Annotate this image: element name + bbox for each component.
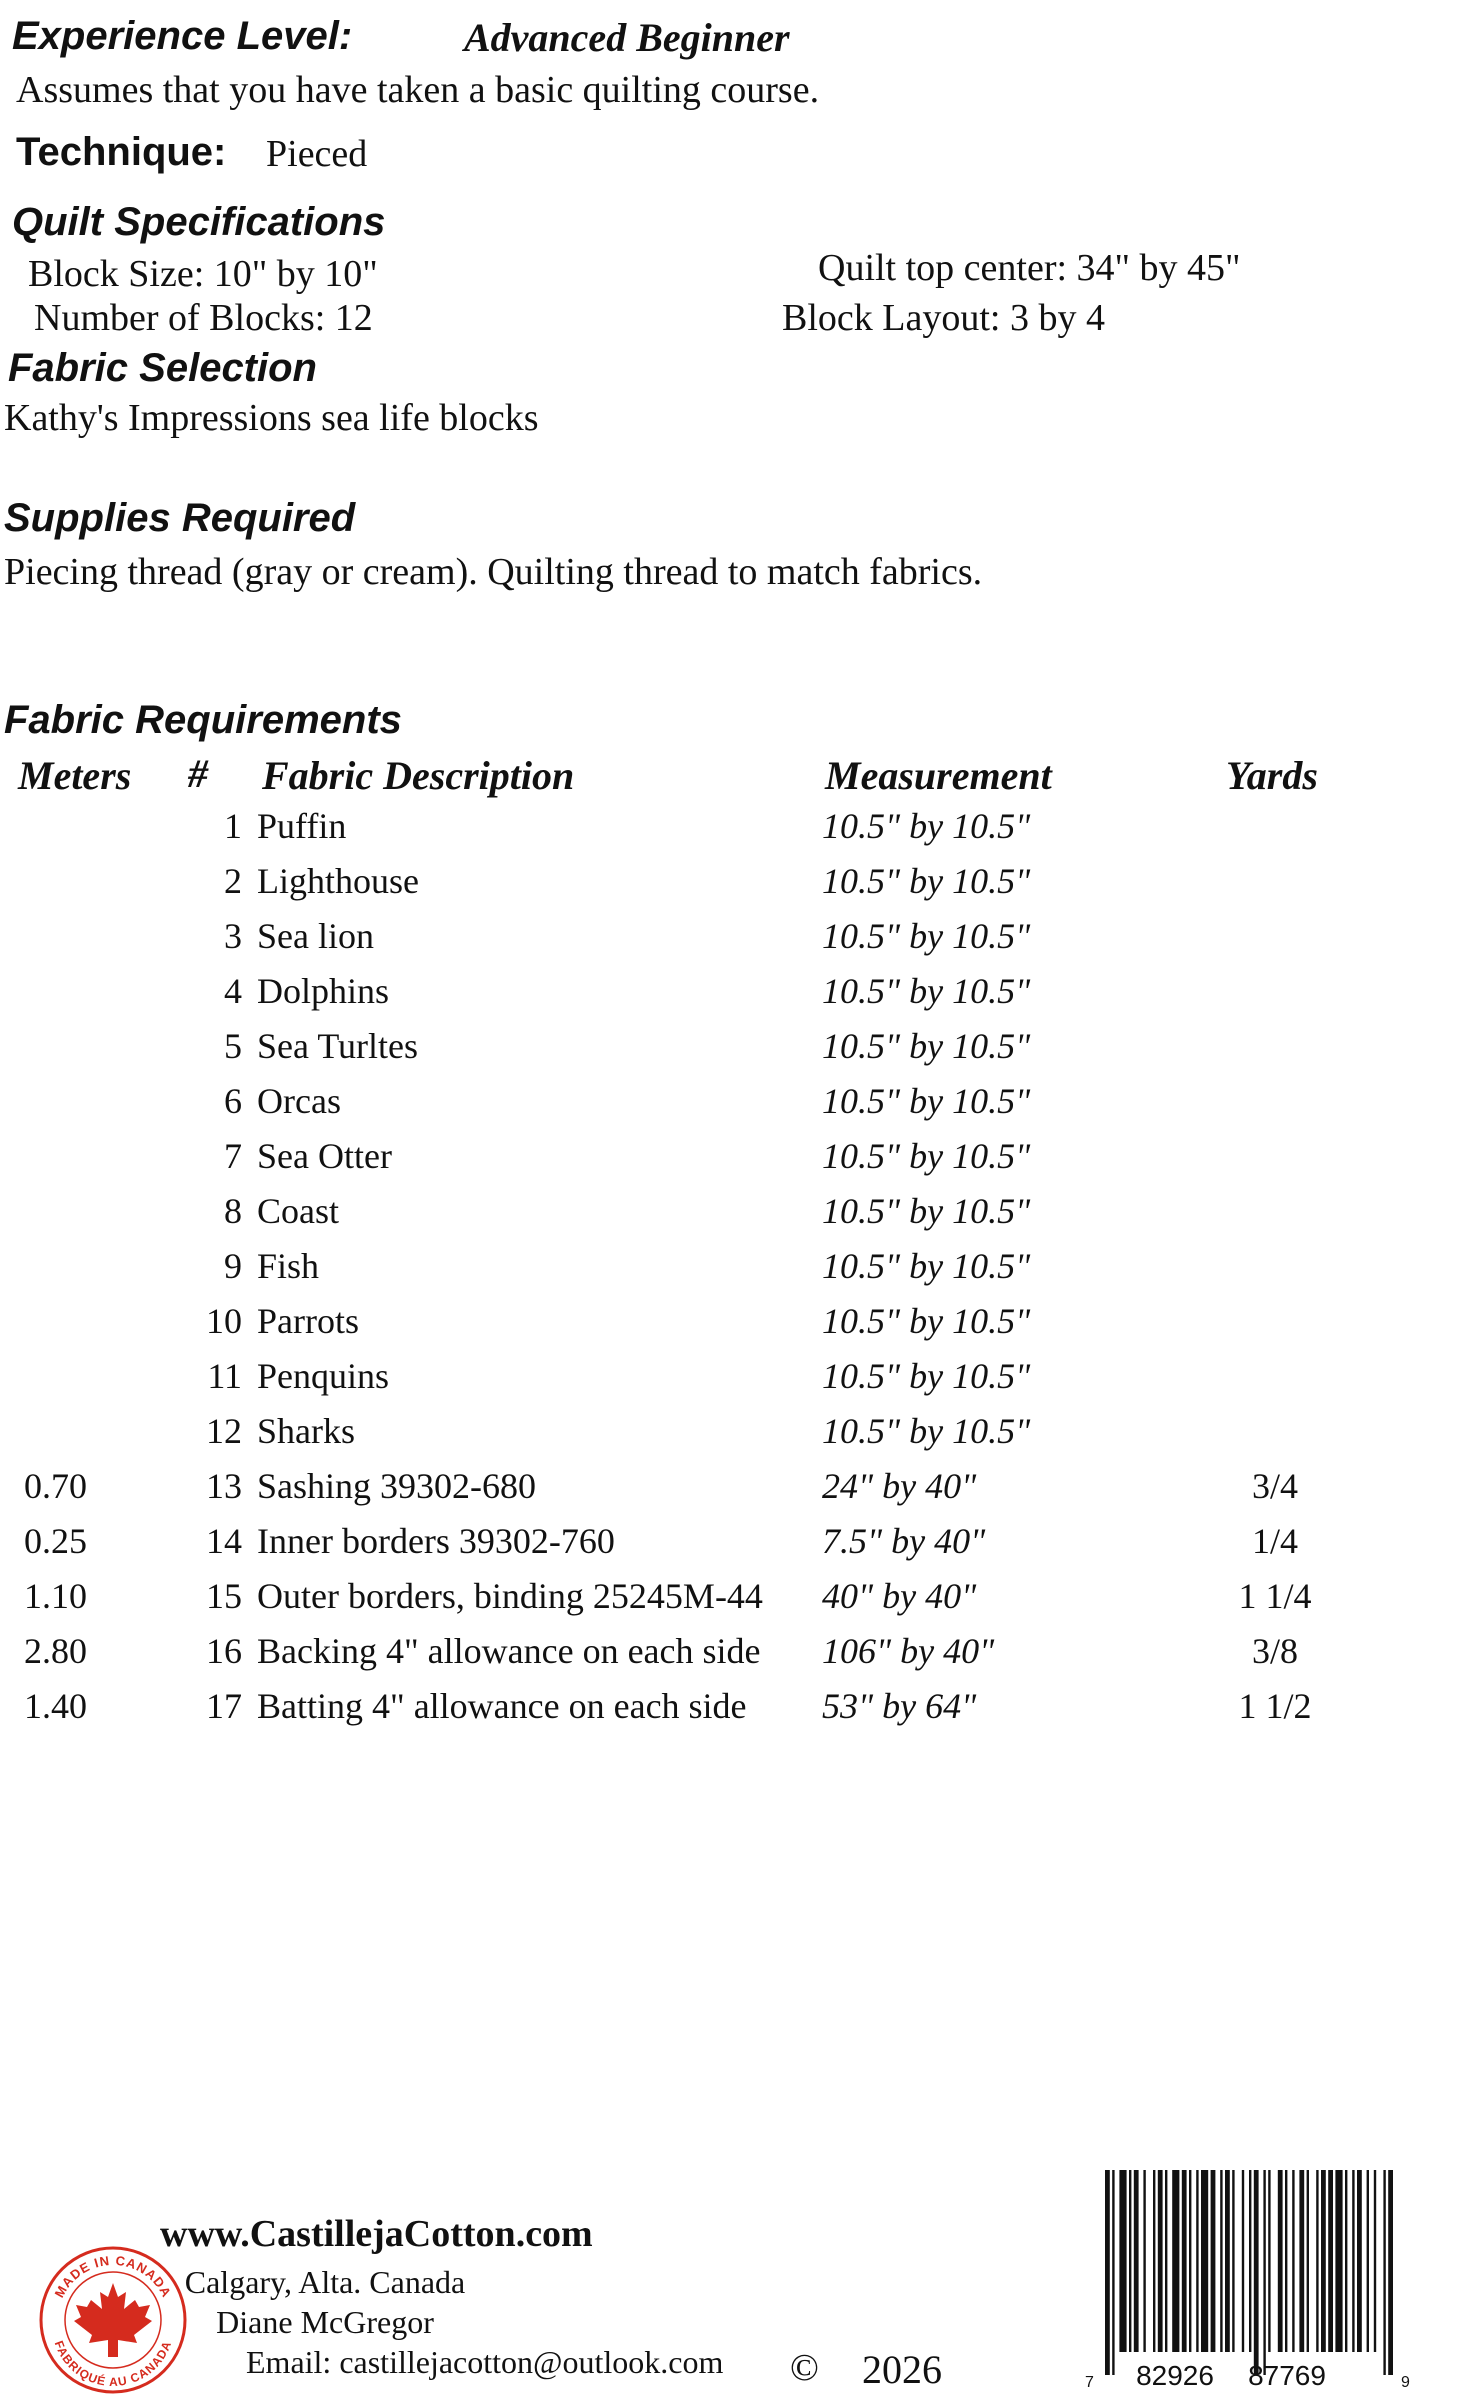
experience-note: Assumes that you have taken a basic quilting course. <box>16 69 820 111</box>
block-layout: Block Layout: 3 by 4 <box>782 297 1105 339</box>
block-size: Block Size: 10" by 10" <box>28 253 378 295</box>
table-row <box>0 1410 1400 1465</box>
barcode-bars <box>1105 2170 1393 2375</box>
row-meters: 2.80 <box>24 1631 87 1671</box>
table-row <box>0 1300 1400 1355</box>
fabric-selection-text: Kathy's Impressions sea life blocks <box>4 397 539 439</box>
barcode-bar <box>1383 2170 1385 2375</box>
barcode-left-group: 82926 <box>1136 2360 1214 2390</box>
row-number: 15 <box>206 1576 242 1616</box>
barcode-bar <box>1249 2170 1251 2352</box>
barcode-bar <box>1374 2170 1376 2352</box>
barcode-bar <box>1196 2170 1198 2352</box>
barcode-bar <box>1153 2170 1155 2352</box>
barcode-bar <box>1316 2170 1318 2352</box>
copyright-year: 2026 <box>862 2347 942 2392</box>
row-yards: 1 1/4 <box>1238 1576 1312 1616</box>
location: Calgary, Alta. Canada <box>184 2264 466 2300</box>
maple-leaf-icon <box>74 2283 152 2357</box>
row-number: 12 <box>206 1411 242 1451</box>
row-number: 2 <box>224 861 242 901</box>
barcode-bar <box>1345 2170 1347 2352</box>
row-measurement: 10.5" by 10.5" <box>822 1356 1031 1396</box>
row-description: Coast <box>257 1191 340 1231</box>
table-row <box>0 1355 1400 1410</box>
row-description: Sea Otter <box>257 1136 392 1176</box>
row-measurement: 10.5" by 10.5" <box>822 916 1031 956</box>
table-row <box>0 860 1400 915</box>
fabric-selection-heading: Fabric Selection <box>8 346 317 390</box>
website-link[interactable]: www.CastillejaCotton.com <box>160 2213 593 2255</box>
barcode-bar <box>1335 2170 1342 2352</box>
row-number: 9 <box>224 1246 242 1286</box>
row-description: Sea Turltes <box>257 1026 419 1066</box>
barcode-bar <box>1211 2170 1216 2352</box>
barcode-bar <box>1388 2170 1393 2375</box>
row-number: 16 <box>206 1631 242 1671</box>
table-row <box>0 915 1400 970</box>
table-row <box>0 1025 1400 1080</box>
barcode-bar <box>1367 2170 1369 2352</box>
row-measurement: 10.5" by 10.5" <box>822 1136 1031 1176</box>
barcode-bar <box>1242 2170 1244 2352</box>
barcode-right-group: 87769 <box>1248 2360 1326 2390</box>
barcode-bar <box>1112 2170 1114 2375</box>
row-measurement: 10.5" by 10.5" <box>822 861 1031 901</box>
row-measurement: 10.5" by 10.5" <box>822 1246 1031 1286</box>
row-number: 6 <box>224 1081 242 1121</box>
row-measurement: 7.5" by 40" <box>822 1521 986 1561</box>
barcode-bar <box>1278 2170 1283 2352</box>
col-meters: Meters <box>18 753 132 798</box>
table-row <box>0 1575 1400 1630</box>
barcode-bar <box>1134 2170 1139 2352</box>
row-description: Backing 4" allowance on each side <box>257 1631 761 1671</box>
barcode-bar <box>1119 2170 1126 2352</box>
barcode-bar <box>1129 2170 1131 2352</box>
row-meters: 1.10 <box>24 1576 87 1616</box>
quilt-top-center: Quilt top center: 34" by 45" <box>818 247 1241 289</box>
barcode-bar <box>1263 2170 1265 2375</box>
row-meters: 1.40 <box>24 1686 87 1726</box>
row-description: Sashing 39302-680 <box>257 1466 536 1506</box>
col-yards: Yards <box>1226 753 1318 798</box>
row-description: Fish <box>257 1246 320 1286</box>
row-description: Inner borders 39302-760 <box>257 1521 615 1561</box>
row-number: 1 <box>224 806 242 846</box>
row-measurement: 10.5" by 10.5" <box>822 1301 1031 1341</box>
barcode-bar <box>1158 2170 1163 2352</box>
row-measurement: 10.5" by 10.5" <box>822 971 1031 1011</box>
barcode-bar <box>1357 2170 1362 2352</box>
row-number: 11 <box>207 1356 242 1396</box>
barcode-bar <box>1165 2170 1167 2352</box>
barcode-bar <box>1220 2170 1222 2352</box>
row-description: Sea lion <box>257 916 374 956</box>
row-number: 5 <box>224 1026 242 1066</box>
row-measurement: 10.5" by 10.5" <box>822 1411 1031 1451</box>
row-description: Penquins <box>257 1356 390 1396</box>
logo-bottom-text: FABRIQUÉ AU CANADA <box>51 2338 175 2390</box>
email[interactable]: Email: castillejacotton@outlook.com <box>246 2344 724 2380</box>
row-description: Outer borders, binding 25245M-44 <box>257 1576 763 1616</box>
row-number: 13 <box>206 1466 242 1506</box>
table-row <box>0 1135 1400 1190</box>
barcode-bar <box>1268 2170 1270 2352</box>
row-measurement: 40" by 40" <box>822 1576 977 1616</box>
number-of-blocks: Number of Blocks: 12 <box>34 297 373 339</box>
barcode-bar <box>1143 2170 1145 2352</box>
row-number: 17 <box>206 1686 242 1726</box>
specs-heading: Quilt Specifications <box>12 200 386 244</box>
barcode <box>1075 2170 1415 2390</box>
barcode-bar <box>1254 2170 1259 2375</box>
table-row <box>0 1630 1400 1685</box>
row-number: 3 <box>224 916 242 956</box>
col-measurement: Measurement <box>825 753 1052 798</box>
row-number: 10 <box>206 1301 242 1341</box>
row-description: Parrots <box>257 1301 359 1341</box>
row-number: 4 <box>224 971 242 1011</box>
barcode-bar <box>1172 2170 1179 2352</box>
table-row <box>0 1245 1400 1300</box>
row-measurement: 106" by 40" <box>822 1631 995 1671</box>
row-yards: 1/4 <box>1251 1521 1298 1561</box>
col-description: Fabric Description <box>262 753 575 798</box>
technique-value: Pieced <box>266 133 368 175</box>
row-meters: 0.25 <box>24 1521 87 1561</box>
row-description: Batting 4" allowance on each side <box>257 1686 747 1726</box>
barcode-bar <box>1292 2170 1294 2352</box>
requirements-heading: Fabric Requirements <box>4 698 402 742</box>
row-yards: 3/8 <box>1251 1631 1298 1671</box>
technique-label: Technique: <box>16 130 227 174</box>
barcode-bar <box>1182 2170 1187 2352</box>
barcode-bar <box>1299 2170 1304 2352</box>
row-description: Sharks <box>257 1411 355 1451</box>
row-description: Dolphins <box>257 971 390 1011</box>
row-number: 8 <box>224 1191 242 1231</box>
row-measurement: 53" by 64" <box>822 1686 977 1726</box>
table-row <box>0 1190 1400 1245</box>
barcode-first-digit: 7 <box>1085 2374 1094 2390</box>
table-row <box>0 1520 1400 1575</box>
barcode-last-digit: 9 <box>1401 2374 1410 2390</box>
barcode-bar <box>1352 2170 1354 2352</box>
table-row <box>0 1685 1400 1740</box>
row-description: Puffin <box>257 806 347 846</box>
experience-label: Experience Level: <box>12 14 353 58</box>
row-number: 14 <box>206 1521 242 1561</box>
barcode-bar <box>1232 2170 1234 2352</box>
row-description: Lighthouse <box>257 861 419 901</box>
barcode-bar <box>1105 2170 1110 2375</box>
barcode-bar <box>1189 2170 1191 2352</box>
experience-value: Advanced Beginner <box>464 15 790 60</box>
table-row <box>0 970 1400 1025</box>
row-measurement: 10.5" by 10.5" <box>822 1081 1031 1121</box>
row-description: Orcas <box>257 1081 341 1121</box>
barcode-bar <box>1225 2170 1230 2352</box>
row-measurement: 10.5" by 10.5" <box>822 1026 1031 1066</box>
barcode-bar <box>1307 2170 1309 2352</box>
copyright-symbol: © <box>790 2347 819 2389</box>
row-meters: 0.70 <box>24 1466 87 1506</box>
table-row <box>0 1465 1400 1520</box>
contact-name: Diane McGregor <box>216 2304 434 2340</box>
supplies-heading: Supplies Required <box>4 496 356 540</box>
table-row <box>0 805 1400 860</box>
row-measurement: 10.5" by 10.5" <box>822 1191 1031 1231</box>
supplies-text: Piecing thread (gray or cream). Quilting thread to match fabrics. <box>4 551 983 593</box>
logo-top-text: MADE IN CANADA <box>51 2252 175 2301</box>
barcode-bar <box>1328 2170 1333 2352</box>
barcode-bar <box>1285 2170 1287 2352</box>
barcode-bar <box>1321 2170 1326 2352</box>
row-yards: 3/4 <box>1251 1466 1298 1506</box>
col-number: # <box>188 751 208 796</box>
row-number: 7 <box>224 1136 242 1176</box>
table-row <box>0 1080 1400 1135</box>
row-yards: 1 1/2 <box>1238 1686 1312 1726</box>
row-measurement: 10.5" by 10.5" <box>822 806 1031 846</box>
requirements-table <box>0 805 1400 1740</box>
row-measurement: 24" by 40" <box>822 1466 977 1506</box>
barcode-bar <box>1201 2170 1208 2352</box>
